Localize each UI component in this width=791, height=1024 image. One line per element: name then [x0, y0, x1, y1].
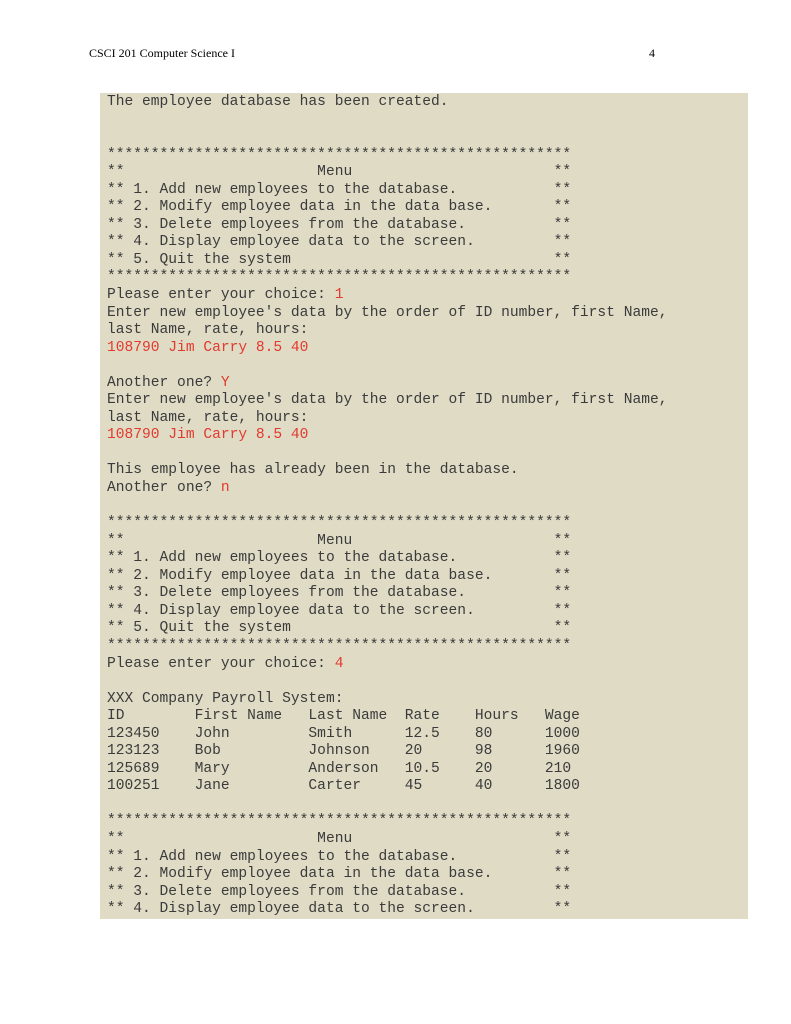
console-line — [107, 147, 748, 165]
console-output-text: ** 2. Modify employee data in the data base. ** — [107, 866, 572, 883]
console-output-text: ***************************************************** — [107, 269, 572, 286]
console-output-text: Enter new employee's data by the order of ID number, first Name, — [107, 304, 668, 321]
console-line — [107, 813, 748, 831]
user-input-text: n — [220, 480, 230, 497]
console-output-text: 123450 John Smith 12.5 80 1000 — [107, 725, 580, 742]
console-line — [107, 708, 748, 726]
console-line — [107, 112, 748, 130]
console-output-text: ***************************************************** — [107, 637, 572, 654]
console-line — [107, 164, 748, 182]
console-line — [107, 673, 748, 691]
console-line — [107, 656, 748, 674]
page-number: 4 — [649, 46, 655, 60]
console-output-text: ID First Name Last Name Rate Hours Wage — [107, 708, 580, 725]
console-line — [107, 182, 748, 200]
console-line — [107, 410, 748, 428]
console-line — [107, 550, 748, 568]
console-output-text: ** 4. Display employee data to the screen. ** — [107, 234, 572, 251]
console-output-text: ** 2. Modify employee data in the data base. ** — [107, 199, 572, 216]
console-output-text: Please enter your choice: — [107, 655, 335, 672]
console-output-text: ** 3. Delete employees from the database. ** — [107, 216, 572, 233]
console-output-text: last Name, rate, hours: — [107, 409, 309, 426]
console-line — [107, 357, 748, 375]
console-line — [107, 252, 748, 270]
console-lines — [107, 94, 748, 919]
console-output-text: ***************************************************** — [107, 813, 572, 830]
console-output-text: ** 1. Add new employees to the database. ** — [107, 550, 572, 567]
console-output-text: ** 2. Modify employee data in the data base. ** — [107, 567, 572, 584]
console-output-text: ***************************************************** — [107, 515, 572, 532]
console-line — [107, 269, 748, 287]
console-output-text: ** Menu ** — [107, 830, 572, 847]
console-line — [107, 129, 748, 147]
console-line — [107, 603, 748, 621]
user-input-text: 108790 Jim Carry 8.5 40 — [107, 339, 309, 356]
console-output-text: Another one? — [107, 480, 221, 497]
console-line — [107, 849, 748, 867]
console-output-text: ** Menu ** — [107, 532, 572, 549]
console-output-text: Enter new employee's data by the order of ID number, first Name, — [107, 392, 668, 409]
console-output-text: ** 4. Display employee data to the screen. ** — [107, 901, 572, 918]
console-line — [107, 568, 748, 586]
console-output-text: ** 1. Add new employees to the database. ** — [107, 848, 572, 865]
console-output-text: ** 5. Quit the system ** — [107, 251, 572, 268]
console-line — [107, 743, 748, 761]
console-line — [107, 322, 748, 340]
console-output-text: 123123 Bob Johnson 20 98 1960 — [107, 743, 580, 760]
console-line — [107, 392, 748, 410]
console-line — [107, 480, 748, 498]
console-output-text: This employee has already been in the database. — [107, 462, 519, 479]
console-line — [107, 796, 748, 814]
console-output-text: Please enter your choice: — [107, 287, 335, 304]
console-line — [107, 638, 748, 656]
console-line — [107, 217, 748, 235]
console-line — [107, 340, 748, 358]
console-output-text: XXX Company Payroll System: — [107, 690, 344, 707]
console-line — [107, 901, 748, 919]
console-line — [107, 94, 748, 112]
console-line — [107, 866, 748, 884]
console-output-text: ** 5. Quit the system ** — [107, 620, 572, 637]
console-line — [107, 884, 748, 902]
course-title: CSCI 201 Computer Science I — [89, 46, 235, 60]
console-line — [107, 287, 748, 305]
console-line — [107, 831, 748, 849]
user-input-text: 108790 Jim Carry 8.5 40 — [107, 427, 309, 444]
console-line — [107, 620, 748, 638]
console-line — [107, 427, 748, 445]
console-line — [107, 761, 748, 779]
console-output-text: The employee database has been created. — [107, 94, 449, 110]
page-header — [89, 46, 655, 62]
console-line — [107, 498, 748, 516]
console-line — [107, 778, 748, 796]
console-line — [107, 199, 748, 217]
console-output-panel — [100, 93, 748, 919]
console-output-text: ** 3. Delete employees from the database. ** — [107, 883, 572, 900]
console-line — [107, 726, 748, 744]
user-input-text: 4 — [334, 655, 344, 672]
console-output-text: 125689 Mary Anderson 10.5 20 210 — [107, 760, 572, 777]
console-line — [107, 375, 748, 393]
console-output-text: ** 1. Add new employees to the database. ** — [107, 181, 572, 198]
console-line — [107, 234, 748, 252]
user-input-text: Y — [220, 374, 230, 391]
console-line — [107, 445, 748, 463]
console-output-text: ***************************************************** — [107, 146, 572, 163]
console-line — [107, 305, 748, 323]
console-line — [107, 515, 748, 533]
console-line — [107, 691, 748, 709]
user-input-text: 1 — [334, 287, 344, 304]
console-output-text: last Name, rate, hours: — [107, 322, 309, 339]
console-output-text: Another one? — [107, 374, 221, 391]
console-line — [107, 533, 748, 551]
console-output-text: 100251 Jane Carter 45 40 1800 — [107, 778, 580, 795]
console-line — [107, 585, 748, 603]
console-output-text: ** 3. Delete employees from the database. ** — [107, 585, 572, 602]
console-output-text: ** Menu ** — [107, 164, 572, 181]
console-line — [107, 462, 748, 480]
console-output-text: ** 4. Display employee data to the screen. ** — [107, 602, 572, 619]
